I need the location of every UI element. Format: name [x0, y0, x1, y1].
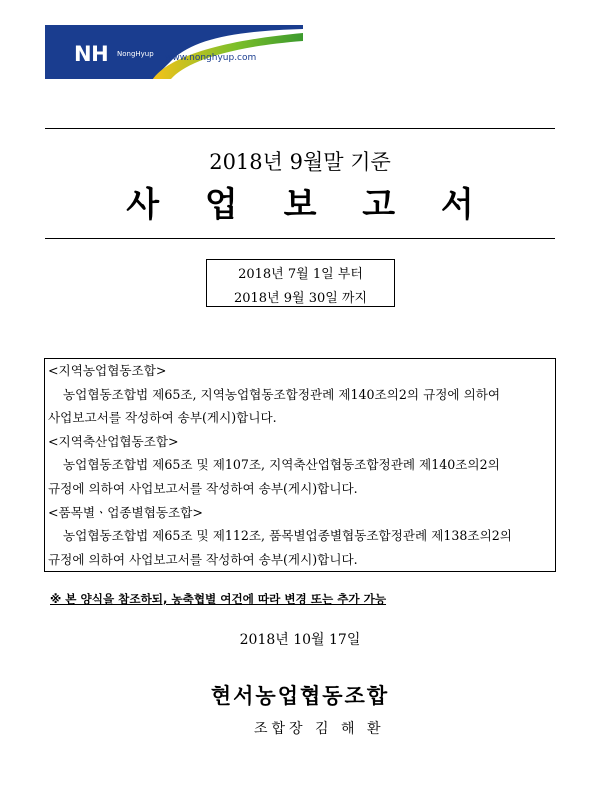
bottom-divider: [45, 238, 555, 239]
section-text-line: 규정에 의하여 사업보고서를 작성하여 송부(게시)합니다.: [48, 480, 358, 496]
header-banner: [45, 25, 303, 79]
nonghyup-logo-subtext: NongHyup: [117, 50, 154, 58]
legal-notice-box: [44, 358, 556, 572]
section-text-line: 농업협동조합법 제65조 및 제107조, 지역축산업협동조합정관례 제140조의2의: [63, 457, 500, 473]
remark-note: ※ 본 양식을 참조하되, 농축협별 여건에 따라 변경 또는 추가 가능: [50, 592, 387, 606]
period-end: 2018년 9월 30일 까지: [233, 291, 368, 306]
section-text-line: 규정에 의하여 사업보고서를 작성하여 송부(게시)합니다.: [48, 551, 358, 567]
period-start: 2018년 7월 1일 부터: [238, 267, 363, 282]
organization-name: 현서농업협동조합: [210, 683, 390, 708]
reporting-period-box: [206, 259, 395, 307]
section-text-line: 사업보고서를 작성하여 송부(게시)합니다.: [48, 410, 277, 426]
section-heading-regional-agri: <지역농업협동조합>: [48, 363, 167, 378]
top-divider: [45, 128, 555, 129]
nh-logo-text: NH: [74, 42, 109, 66]
issue-date: 2018년 10월 17일: [239, 632, 361, 648]
website-link[interactable]: www.nonghyup.com: [165, 53, 257, 63]
section-text-line: 농업협동조합법 제65조 및 제112조, 품목별업종별협동조합정관례 제138조의2의: [63, 528, 512, 544]
section-heading-item-industry: <품목별ㆍ업종별협동조합>: [48, 504, 203, 520]
report-subtitle: 2018년 9월말 기준: [209, 150, 391, 174]
chairman-signature: 조합장 김 해 환: [254, 721, 385, 737]
report-title: 사 업 보 고 서: [126, 185, 491, 225]
section-heading-regional-livestock: <지역축산업협동조합>: [48, 433, 179, 449]
section-text-line: 농업협동조합법 제65조, 지역농업협동조합정관례 제140조의2의 규정에 의하여: [63, 386, 501, 402]
